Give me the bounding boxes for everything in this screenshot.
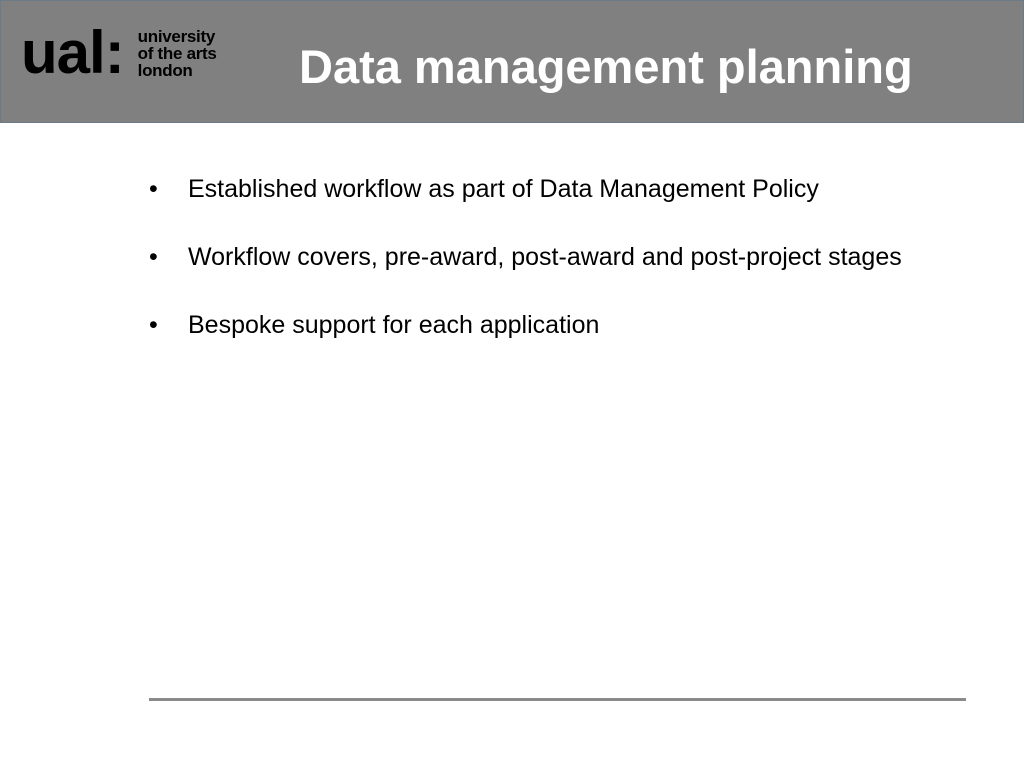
bullet-item bbox=[146, 240, 926, 275]
bullet-item bbox=[146, 172, 926, 207]
logo-word-of-the-arts: of the arts bbox=[137, 43, 217, 63]
logo-word-university: university bbox=[137, 26, 215, 46]
logo-wordmark bbox=[138, 28, 217, 79]
bullet-icon: • bbox=[149, 311, 158, 339]
bullet-icon: • bbox=[149, 243, 158, 271]
bullet-item bbox=[146, 308, 926, 343]
logo-word-london: london bbox=[137, 60, 193, 80]
bullet-list bbox=[146, 172, 926, 376]
logo-mark: ual: bbox=[21, 19, 124, 86]
footer-divider bbox=[149, 698, 966, 701]
bullet-icon: • bbox=[149, 175, 158, 203]
header-bar bbox=[0, 0, 1024, 123]
ual-logo bbox=[21, 21, 217, 85]
bullet-text: Bespoke support for each application bbox=[188, 311, 600, 339]
bullet-text: Established workflow as part of Data Management Policy bbox=[188, 175, 819, 203]
bullet-text: Workflow covers, pre-award, post-award and post-project stages bbox=[188, 243, 902, 271]
slide-title: Data management planning bbox=[299, 40, 913, 93]
